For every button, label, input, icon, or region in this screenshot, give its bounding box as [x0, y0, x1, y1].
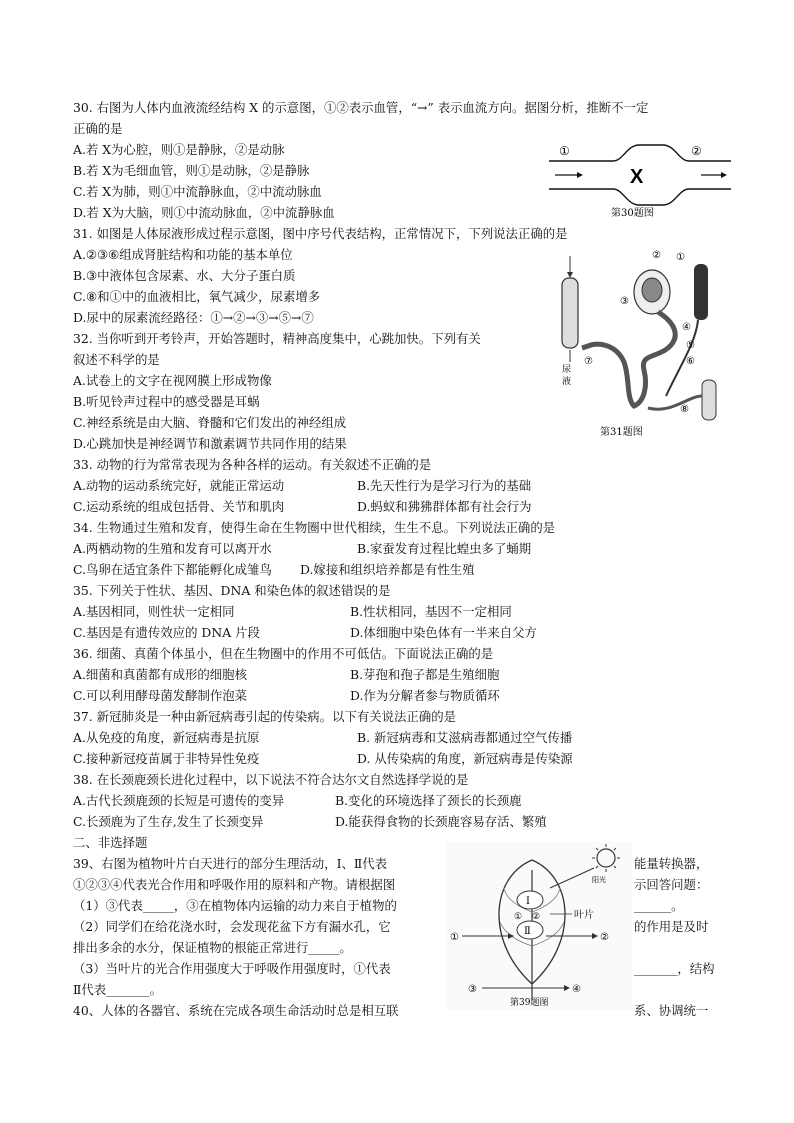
- q31-fig-n4: ④: [682, 322, 691, 333]
- q39-fig-c3: ③: [468, 984, 477, 995]
- q31-figure: [548, 246, 728, 441]
- q30-fig-label-2: ②: [691, 144, 702, 158]
- q31-fig-n2: ②: [652, 250, 661, 261]
- q35-option-c: C.基因是有遗传效应的 DNA 片段: [73, 625, 260, 640]
- q39-line3-left: （1）③代表_____，③在植物体内运输的动力来自于植物的: [73, 898, 397, 913]
- q34-option-a: A.两栖动物的生殖和发育可以离开水: [73, 541, 272, 556]
- q39-line1-left: 39、右图为植物叶片白天进行的部分生理活动，Ⅰ、Ⅱ代表: [73, 856, 388, 871]
- q39-line3-right: ______。: [634, 898, 684, 913]
- q35-stem: 35. 下列关于性状、基因、DNA 和染色体的叙述错误的是: [73, 583, 391, 598]
- q37-stem: 37. 新冠肺炎是一种由新冠病毒引起的传染病。以下有关说法正确的是: [73, 709, 456, 724]
- q32-option-d: D.心跳加快是神经调节和激素调节共同作用的结果: [73, 436, 347, 451]
- q30-stem-line1: 30. 右图为人体内血液流经结构 X 的示意图，①②表示血管，“→” 表示血流方向。据图分析，推断不一定: [73, 100, 649, 115]
- q39-fig-II: Ⅱ: [524, 926, 531, 937]
- q40-line-left: 40、人体的各器官、系统在完成各项生命活动时总是相互联: [73, 1003, 399, 1018]
- q33-option-b: B.先天性行为是学习行为的基础: [357, 478, 532, 493]
- q34-stem: 34. 生物通过生殖和发育，使得生命在生物圈中世代相续，生生不息。下列说法正确的是: [73, 520, 556, 535]
- q33-stem: 33. 动物的行为常常表现为各种各样的运动。有关叙述不正确的是: [73, 457, 432, 472]
- q39-fig-leaf-label: 叶片: [574, 910, 594, 921]
- q39-fig-I: Ⅰ: [526, 896, 530, 907]
- q31-fig-n5: ⑤: [686, 340, 695, 351]
- q39-line6-right: _______，结构: [634, 961, 715, 976]
- q30-figure: [545, 137, 735, 222]
- section-heading: 二、非选择题: [73, 835, 148, 850]
- q36-option-a: A.细菌和真菌都有成形的细胞核: [73, 667, 247, 682]
- q38-option-d: D.能获得食物的长颈鹿容易存活、繁殖: [335, 814, 547, 829]
- q39-line1-right: 能量转换器，: [634, 856, 709, 871]
- q31-fig-n6: ⑥: [686, 356, 695, 367]
- q30-option-d: D.若 X为大脑，则①中流动脉血，②中流静脉血: [73, 205, 335, 220]
- q30-stem-line2: 正确的是: [73, 121, 123, 136]
- q32-stem-line2: 叙述不科学的是: [73, 352, 160, 367]
- q37-option-b: B. 新冠病毒和艾滋病毒都通过空气传播: [357, 730, 573, 745]
- q36-option-b: B.芽孢和孢子都是生殖细胞: [350, 667, 500, 682]
- q33-option-d: D.蚂蚁和狒狒群体都有社会行为: [357, 499, 532, 514]
- q31-option-d: D.尿中的尿素流经路径：①→②→③→⑤→⑦: [73, 310, 314, 325]
- q31-option-c: C.⑧和①中的血液相比，氧气减少，尿素增多: [73, 289, 321, 304]
- q32-option-c: C.神经系统是由大脑、脊髓和它们发出的神经组成: [73, 415, 347, 430]
- q32-stem-line1: 32. 当你听到开考铃声，开始答题时，精神高度集中，心跳加快。下列有关: [73, 331, 481, 346]
- q39-line4-left: （2）同学们在给花浇水时，会发现花盆下方有漏水孔，它: [73, 919, 391, 934]
- q30-option-a: A.若 X为心腔，则①是静脉，②是动脉: [73, 142, 285, 157]
- q37-option-d: D. 从传染病的角度，新冠病毒是传染源: [357, 751, 573, 766]
- q39-fig-inner-2: ②: [532, 912, 541, 922]
- q39-fig-inner-1: ①: [514, 912, 523, 922]
- q31-fig-n1: ①: [676, 252, 685, 263]
- q31-option-a: A.②③⑥组成肾脏结构和功能的基本单位: [73, 247, 293, 262]
- q35-option-d: D.体细胞中染色体有一半来自父方: [350, 625, 537, 640]
- q36-stem: 36. 细菌、真菌个体虽小，但在生物圈中的作用不可低估。下面说法正确的是: [73, 646, 494, 661]
- q39-fig-caption: 第39题图: [510, 998, 549, 1008]
- q31-option-b: B.③中液体包含尿素、水、大分子蛋白质: [73, 268, 296, 283]
- q34-option-c: C.鸟卵在适宜条件下都能孵化成雏鸟: [73, 562, 272, 577]
- q39-line4-right: 的作用是及时: [634, 919, 709, 934]
- q39-line6-left: （3）当叶片的光合作用强度大于呼吸作用强度时，①代表: [73, 961, 391, 976]
- q34-option-b: B.家蚕发育过程比蝗虫多了蛹期: [357, 541, 532, 556]
- q31-fig-n3: ③: [620, 296, 629, 307]
- q39-fig-sunlight: 阳光: [592, 876, 606, 884]
- q38-option-c: C.长颈鹿为了生存,发生了长颈变异: [73, 814, 264, 829]
- q38-stem: 38. 在长颈鹿颈长进化过程中，以下说法不符合达尔文自然选择学说的是: [73, 772, 469, 787]
- q39-fig-c1: ①: [450, 932, 459, 943]
- q39-line5: 排出多余的水分，保证植物的根能正常进行_____。: [73, 940, 352, 955]
- q37-option-a: A.从免疫的角度，新冠病毒是抗原: [73, 730, 260, 745]
- q36-option-d: D.作为分解者参与物质循环: [350, 688, 500, 703]
- q36-option-c: C.可以利用酵母菌发酵制作泡菜: [73, 688, 248, 703]
- q30-fig-label-1: ①: [559, 144, 570, 158]
- q33-option-c: C.运动系统的组成包括骨、关节和肌肉: [73, 499, 285, 514]
- q32-option-b: B.听见铃声过程中的感受器是耳蜗: [73, 394, 260, 409]
- q30-fig-caption: 第30题图: [611, 208, 654, 219]
- q39-fig-c2: ②: [600, 932, 609, 943]
- q35-option-a: A.基因相同，则性状一定相同: [73, 604, 235, 619]
- q30-option-c: C.若 X为肺，则①中流静脉血，②中流动脉血: [73, 184, 322, 199]
- q39-line7: Ⅱ代表_______。: [73, 982, 162, 997]
- q31-fig-n8: ⑧: [680, 404, 689, 415]
- q31-fig-urine-2: 液: [562, 377, 572, 387]
- q31-stem: 31. 如图是人体尿液形成过程示意图，图中序号代表结构，正常情况下，下列说法正确的是: [73, 226, 568, 241]
- q33-option-a: A.动物的运动系统完好，就能正常运动: [73, 478, 285, 493]
- q39-line2-left: ①②③④代表光合作用和呼吸作用的原料和产物。请根据图: [73, 877, 396, 892]
- q39-figure: [446, 842, 632, 1010]
- q39-line2-right: 示回答问题：: [634, 877, 709, 892]
- q34-option-d: D.嫁接和组织培养都是有性生殖: [300, 562, 475, 577]
- q38-option-a: A.古代长颈鹿颈的长短是可遗传的变异: [73, 793, 285, 808]
- q40-line-right: 系、协调统一: [634, 1003, 709, 1018]
- q38-option-b: B.变化的环境选择了颈长的长颈鹿: [335, 793, 522, 808]
- q35-option-b: B.性状相同，基因不一定相同: [350, 604, 512, 619]
- q31-fig-n7: ⑦: [584, 356, 593, 367]
- q39-fig-c4: ④: [572, 984, 581, 995]
- q37-option-c: C.接种新冠疫苗属于非特异性免疫: [73, 751, 260, 766]
- q31-fig-caption: 第31题图: [600, 427, 643, 438]
- q30-option-b: B.若 X为毛细血管，则①是动脉，②是静脉: [73, 163, 310, 178]
- q30-fig-center-x: X: [630, 166, 644, 188]
- q32-option-a: A.试卷上的文字在视网膜上形成物像: [73, 373, 272, 388]
- q31-fig-urine-1: 尿: [562, 365, 572, 375]
